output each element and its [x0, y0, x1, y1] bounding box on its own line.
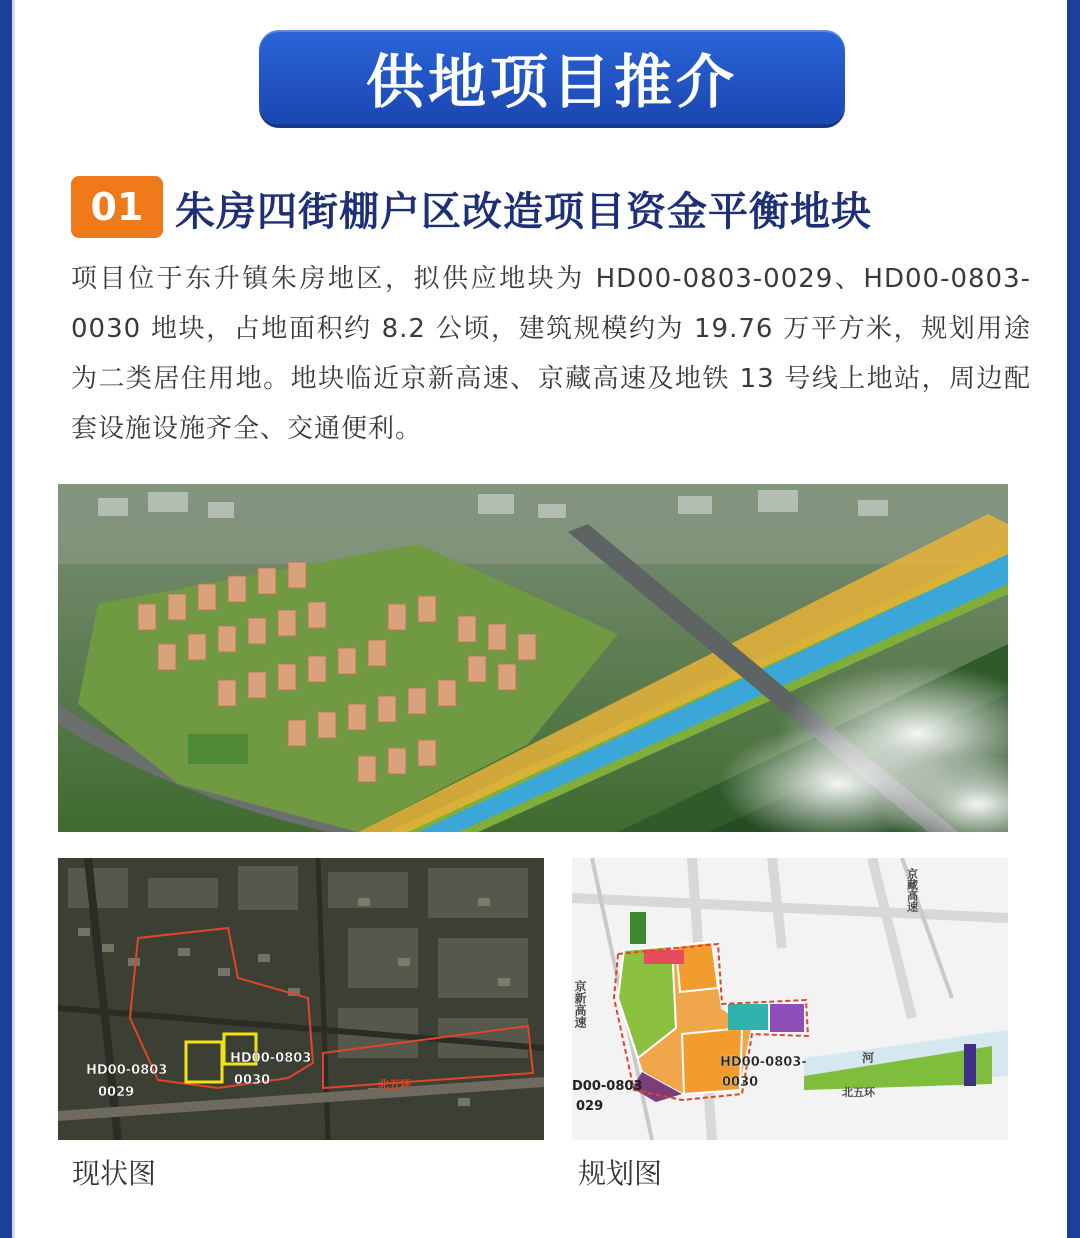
current-parcel-b-label-1: HD00-0803 [230, 1051, 312, 1066]
aerial-rendering-image [58, 484, 1008, 832]
planning-map [572, 858, 1008, 1140]
project-title: 朱房四街棚户区改造项目资金平衡地块 [175, 189, 872, 235]
current-road-label: 北五环 [378, 1078, 411, 1091]
plan-highway-label: 京新高速 [573, 980, 587, 1028]
project-number: 01 [90, 185, 144, 229]
current-map-caption: 现状图 [72, 1157, 157, 1190]
plan-parcel-a-label-1: D00-0803 [572, 1079, 643, 1094]
plan-highway2-label: 京藏高速 [905, 868, 919, 912]
section-title: 供地项目推介 [365, 48, 738, 116]
plan-parcel-a-label-2: 029 [576, 1099, 604, 1114]
section-title-banner [259, 30, 845, 124]
plan-map-caption: 规划图 [578, 1157, 663, 1190]
plan-road-label: 北五环 [842, 1086, 875, 1099]
current-parcel-a-label-1: HD00-0803 [86, 1063, 168, 1078]
project-number-badge [71, 176, 163, 238]
current-parcel-b-label-2: 0030 [234, 1073, 271, 1088]
current-status-map [58, 858, 544, 1140]
plan-parcel-b-label-2: 0030 [722, 1075, 759, 1090]
project-description: 项目位于东升镇朱房地区，拟供应地块为 HD00-0803-0029、HD00-0803-0030 地块，占地面积约 8.2 公顷，建筑规模约为 19.76 万平方米，规划用途为二类居住用地。地块临近京新高速、京藏高速及地铁 13 号线上地站，周边配套设施设施齐全、交通便利。 [71, 264, 1031, 444]
plan-river-label: 河 [862, 1051, 875, 1065]
current-parcel-a-label-2: 0029 [98, 1085, 135, 1100]
plan-parcel-b-label-1: HD00-0803- [720, 1055, 807, 1070]
